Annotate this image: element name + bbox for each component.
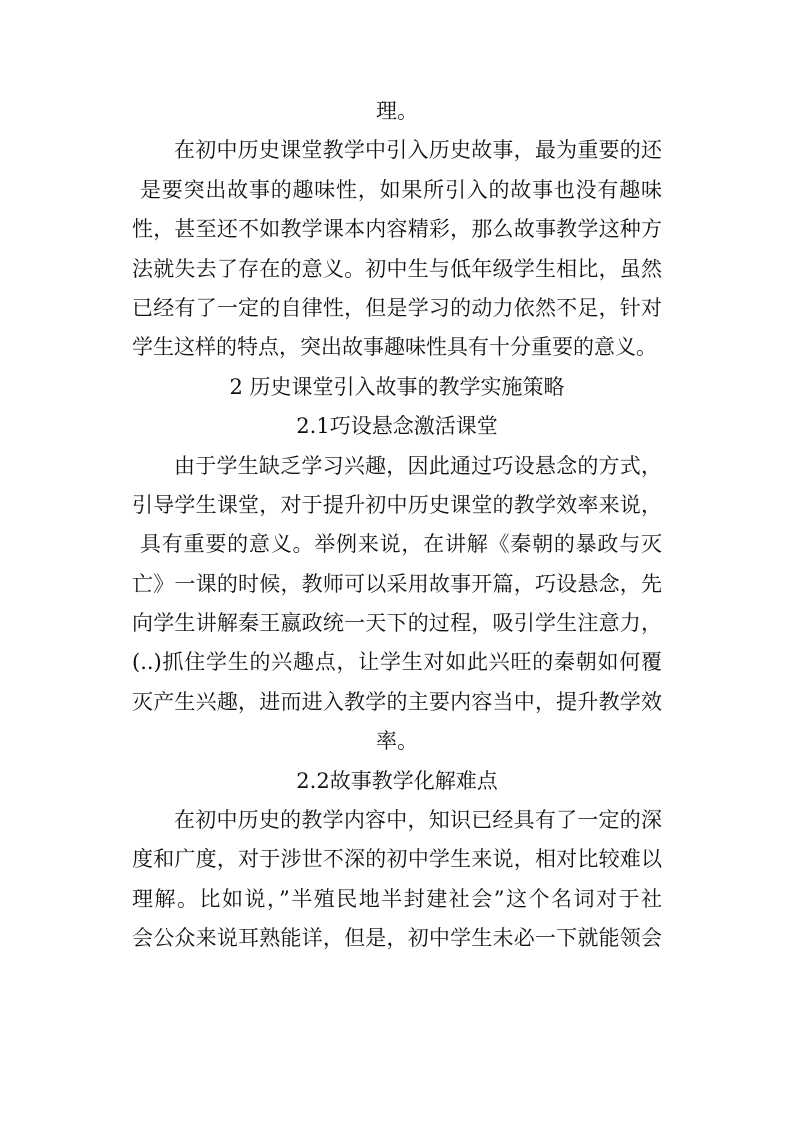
paragraph-start-line: 由于学生缺乏学习兴趣，因此通过巧设悬念的方式， <box>174 453 662 478</box>
document-body <box>0 92 794 959</box>
text-line-11: 引导学生课堂，对于提升初中历史课堂的教学效率来说， <box>132 492 662 517</box>
text-line-16: 灭产生兴趣，进而进入教学的主要内容当中，提升教学效 <box>132 689 662 714</box>
text-line-14: 向学生讲解秦王嬴政统一天下的过程，吸引学生注意力， <box>132 611 662 636</box>
text-line-15: (..)抓住学生的兴趣点，让学生对如此兴旺的秦朝如何覆 <box>132 650 662 675</box>
paragraph-start-line: 在初中历史课堂教学中引入历史故事，最为重要的还 <box>174 138 662 163</box>
text-line-13: 亡》一课的时候，教师可以采用故事开篇，巧设悬念，先 <box>132 571 662 596</box>
subsection-heading-2-2: 2.2故事教学化解难点 <box>296 768 498 793</box>
text-line-12: 具有重要的意义。举例来说，在讲解《秦朝的暴政与灭 <box>140 532 662 557</box>
text-line-22: 会公众来说耳熟能详，但是，初中学生未必一下就能领会 <box>132 926 662 951</box>
text-line-20: 度和广度，对于涉世不深的初中学生来说，相对比较难以 <box>132 847 662 872</box>
text-line-4: 性，甚至还不如教学课本内容精彩，那么故事教学这种方 <box>132 217 662 242</box>
text-line-21: 理解。比如说，”半殖民地半封建社会”这个名词对于社 <box>132 886 662 911</box>
text-line-3: 是要突出故事的趣味性，如果所引入的故事也没有趣味 <box>140 177 662 202</box>
text-line-5: 法就失去了存在的意义。初中生与低年级学生相比，虽然 <box>132 256 662 281</box>
paragraph-start-line: 在初中历史的教学内容中，知识已经具有了一定的深 <box>174 808 662 833</box>
text-line-17: 率。 <box>376 729 418 754</box>
section-heading: 2 历史课堂引入故事的教学实施策略 <box>229 374 565 399</box>
subsection-heading-2-1: 2.1巧设悬念激活课堂 <box>296 414 498 439</box>
text-line-1: 理。 <box>376 99 418 123</box>
text-line-6: 已经有了一定的自律性，但是学习的动力依然不足，针对 <box>132 295 662 320</box>
text-line-7: 学生这样的特点，突出故事趣味性具有十分重要的意义。 <box>132 335 657 360</box>
